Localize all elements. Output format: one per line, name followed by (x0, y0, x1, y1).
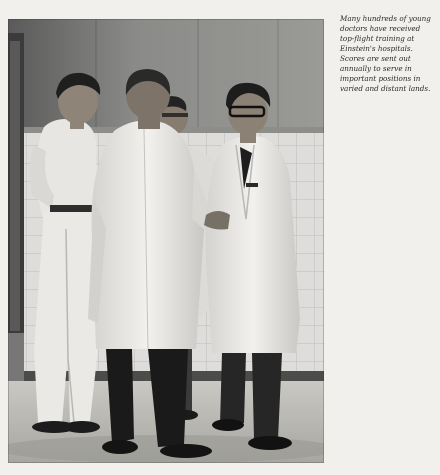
photo-caption: Many hundreds of young doctors have received top-flight training at Einstein's hospitals. Scores are sent out annually to serve in important positions in varied and distant lands. (340, 14, 431, 93)
photograph-doctors-in-hallway (8, 19, 324, 463)
